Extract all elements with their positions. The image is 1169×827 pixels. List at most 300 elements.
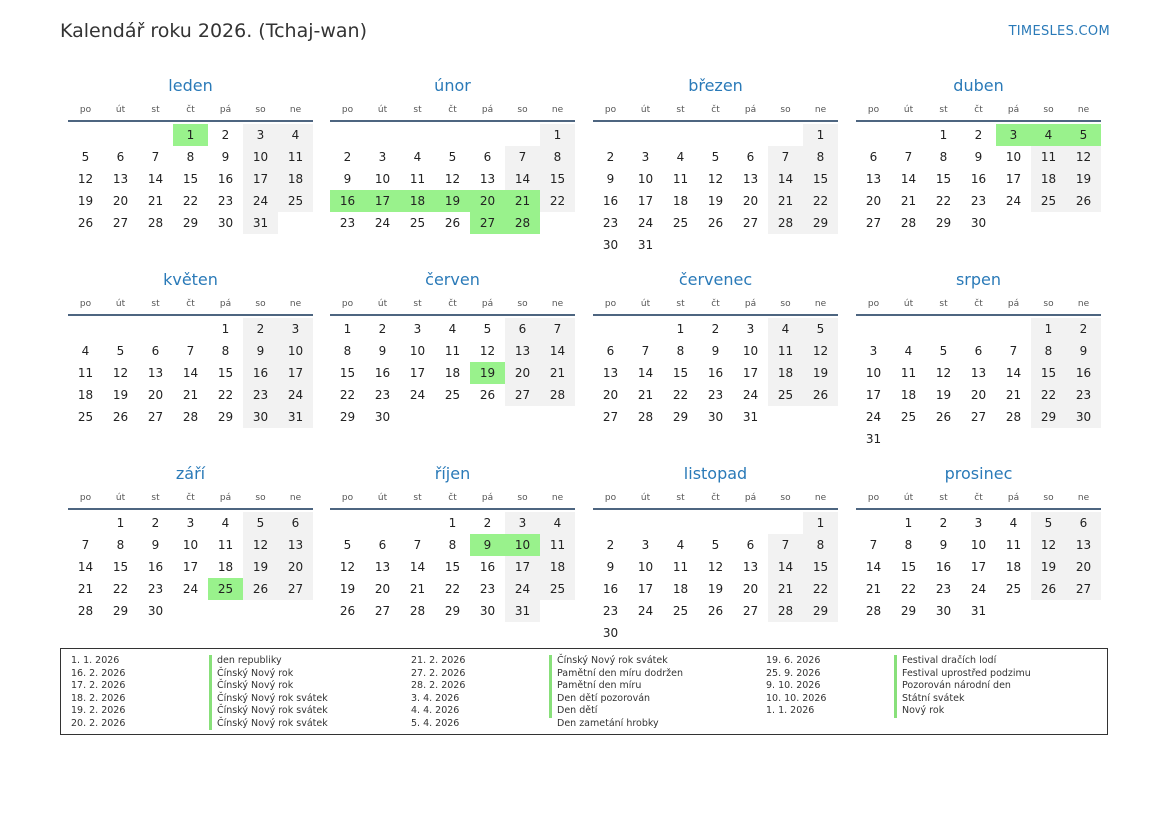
month-7 (593, 267, 838, 428)
legend-holiday-name: Pozorován národní den (894, 680, 1031, 693)
day-cell: 6 (378, 538, 387, 552)
day-cell: 13 (1066, 534, 1101, 556)
day-cell: 26 (339, 604, 356, 618)
weekday-label: čt (448, 493, 457, 503)
weekday-label: ne (1077, 105, 1090, 115)
day-cell: 11 (217, 538, 234, 552)
day-cell: 25 (672, 604, 689, 618)
weekday-label: čt (448, 299, 457, 309)
day-cell: 6 (746, 538, 755, 552)
day-cell: 12 (339, 560, 356, 574)
day-cell: 7 (904, 150, 913, 164)
weekday-label: pá (1007, 299, 1020, 309)
month-name: únor (434, 76, 471, 95)
day-cell: 29 (444, 604, 461, 618)
weekday-header (68, 294, 313, 316)
month-6 (330, 267, 575, 428)
day-cell: 25 (409, 216, 426, 230)
day-cell: 11 (278, 146, 313, 168)
day-cell: 15 (900, 560, 917, 574)
empty-cell (891, 318, 926, 340)
day-cell: 11 (409, 172, 426, 186)
weekday-label: pá (481, 299, 494, 309)
weekday-label: st (939, 299, 948, 309)
day-cell: 3 (996, 124, 1031, 146)
day-grid (330, 124, 575, 234)
day-cell: 2 (606, 538, 615, 552)
day-cell: 26 (444, 216, 461, 230)
day-cell: 28 (900, 216, 917, 230)
legend-date: 9. 10. 2026 (766, 680, 821, 691)
month-9 (68, 461, 313, 622)
weekday-header (330, 488, 575, 510)
day-cell: 22 (803, 578, 838, 600)
day-cell: 13 (147, 366, 164, 380)
day-cell: 28 (540, 384, 575, 406)
weekday-label: ne (289, 493, 302, 503)
weekday-label: ne (1077, 299, 1090, 309)
day-cell: 10 (374, 172, 391, 186)
day-cell: 8 (904, 538, 913, 552)
day-cell: 27 (742, 604, 759, 618)
empty-cell (593, 512, 628, 534)
day-cell: 2 (483, 516, 492, 530)
legend-names-2 (549, 655, 683, 730)
day-cell: 24 (243, 190, 278, 212)
day-grid (68, 318, 313, 428)
day-cell: 25 (444, 388, 461, 402)
day-cell: 24 (278, 384, 313, 406)
day-cell: 18 (278, 168, 313, 190)
day-cell: 11 (77, 366, 94, 380)
day-cell: 5 (116, 344, 125, 358)
day-cell: 17 (409, 366, 426, 380)
day-cell: 1 (448, 516, 457, 530)
day-cell: 1 (116, 516, 125, 530)
day-cell: 21 (409, 582, 426, 596)
day-cell: 11 (672, 172, 689, 186)
day-cell: 17 (742, 366, 759, 380)
day-cell: 3 (641, 538, 650, 552)
day-cell: 19 (803, 362, 838, 384)
day-cell: 22 (672, 388, 689, 402)
empty-cell (593, 124, 628, 146)
month-5 (68, 267, 313, 428)
weekday-header (330, 294, 575, 316)
legend-dates-1 (71, 655, 125, 730)
day-cell: 23 (1066, 384, 1101, 406)
legend-date: 3. 4. 2026 (411, 692, 460, 704)
weekday-label: so (517, 105, 528, 115)
day-cell: 18 (1005, 560, 1022, 574)
day-cell: 26 (479, 388, 496, 402)
day-cell: 20 (505, 362, 540, 384)
day-cell: 12 (707, 172, 724, 186)
empty-cell (330, 124, 365, 146)
legend-names-3 (894, 655, 1031, 718)
empty-cell (698, 512, 733, 534)
legend-holiday-name: Festival uprostřed podzimu (894, 668, 1031, 681)
day-cell: 16 (1066, 362, 1101, 384)
day-cell: 12 (444, 172, 461, 186)
day-cell: 30 (217, 216, 234, 230)
legend-dates-2 (411, 655, 465, 730)
empty-cell (138, 124, 173, 146)
day-cell: 22 (540, 190, 575, 212)
empty-cell (365, 512, 400, 534)
weekday-label: st (151, 299, 160, 309)
day-cell: 17 (637, 582, 654, 596)
day-cell: 19 (1066, 168, 1101, 190)
empty-cell (400, 124, 435, 146)
month-name: březen (688, 76, 743, 95)
weekday-label: pá (219, 493, 232, 503)
month-11 (593, 461, 838, 644)
weekday-label: po (867, 299, 880, 309)
day-cell: 8 (343, 344, 352, 358)
day-cell: 24 (374, 216, 391, 230)
weekday-label: út (115, 493, 126, 503)
day-cell: 16 (147, 560, 164, 574)
day-cell: 31 (243, 212, 278, 234)
legend-holiday-name: Festival dračích lodí (894, 655, 1031, 668)
day-cell: 2 (939, 516, 948, 530)
weekday-label: út (640, 299, 651, 309)
weekday-label: po (867, 105, 880, 115)
legend-date: 20. 2. 2026 (71, 717, 126, 729)
day-cell: 16 (970, 172, 987, 186)
empty-cell (663, 124, 698, 146)
day-cell: 2 (1066, 318, 1101, 340)
day-cell: 3 (869, 344, 878, 358)
day-cell: 9 (606, 560, 615, 574)
day-cell: 19 (112, 388, 129, 402)
day-cell: 26 (803, 384, 838, 406)
day-cell: 10 (865, 366, 882, 380)
day-cell: 11 (900, 366, 917, 380)
day-cell: 2 (378, 322, 387, 336)
day-cell: 7 (768, 146, 803, 168)
day-cell: 4 (904, 344, 913, 358)
legend-dates-3 (766, 655, 826, 718)
page-title: Kalendář roku 2026. (Tchaj-wan) (60, 20, 367, 42)
month-name: červenec (678, 270, 753, 289)
day-cell: 28 (865, 604, 882, 618)
day-cell: 9 (343, 172, 352, 186)
weekday-header (68, 100, 313, 122)
day-cell: 21 (768, 578, 803, 600)
brand-link[interactable]: TIMESLES.COM (1008, 24, 1110, 39)
day-cell: 7 (81, 538, 90, 552)
day-cell: 19 (1031, 556, 1066, 578)
legend-date: 27. 2. 2026 (411, 667, 466, 679)
day-cell: 23 (707, 388, 724, 402)
day-cell: 4 (676, 538, 685, 552)
legend-holiday-name: Čínský Nový rok (209, 680, 328, 693)
day-cell: 13 (742, 560, 759, 574)
day-cell: 14 (147, 172, 164, 186)
day-cell: 23 (339, 216, 356, 230)
empty-cell (68, 124, 103, 146)
day-cell: 21 (505, 190, 540, 212)
day-cell: 21 (147, 194, 164, 208)
weekday-label: st (151, 105, 160, 115)
weekday-label: ne (814, 105, 827, 115)
weekday-label: po (604, 493, 617, 503)
day-cell: 23 (602, 604, 619, 618)
day-cell: 14 (768, 168, 803, 190)
empty-cell (628, 512, 663, 534)
day-cell: 29 (1031, 406, 1066, 428)
day-cell: 12 (935, 366, 952, 380)
day-cell: 10 (1005, 150, 1022, 164)
day-cell: 4 (448, 322, 457, 336)
day-cell: 27 (470, 212, 505, 234)
day-cell: 13 (742, 172, 759, 186)
day-cell: 6 (278, 512, 313, 534)
day-cell: 6 (1066, 512, 1101, 534)
day-cell: 25 (77, 410, 94, 424)
day-cell: 13 (112, 172, 129, 186)
day-cell: 24 (742, 388, 759, 402)
day-cell: 23 (243, 384, 278, 406)
day-cell: 22 (217, 388, 234, 402)
day-cell: 3 (186, 516, 195, 530)
day-cell: 13 (865, 172, 882, 186)
day-cell: 15 (1031, 362, 1066, 384)
day-cell: 26 (935, 410, 952, 424)
day-cell: 26 (243, 578, 278, 600)
empty-cell (663, 512, 698, 534)
weekday-label: po (79, 105, 92, 115)
empty-cell (996, 318, 1031, 340)
day-cell: 17 (278, 362, 313, 384)
day-cell: 1 (1031, 318, 1066, 340)
day-cell: 3 (378, 150, 387, 164)
day-cell: 10 (278, 340, 313, 362)
weekday-label: čt (711, 299, 720, 309)
day-cell: 14 (1005, 366, 1022, 380)
day-grid (68, 512, 313, 622)
weekday-label: pá (481, 105, 494, 115)
day-cell: 31 (505, 600, 540, 622)
legend-date: 17. 2. 2026 (71, 680, 126, 691)
day-cell: 13 (479, 172, 496, 186)
day-cell: 20 (742, 194, 759, 208)
empty-cell (400, 512, 435, 534)
day-cell: 16 (217, 172, 234, 186)
day-cell: 22 (112, 582, 129, 596)
weekday-label: pá (219, 105, 232, 115)
day-cell: 26 (1031, 578, 1066, 600)
day-grid (856, 124, 1101, 234)
month-8 (856, 267, 1101, 450)
month-name: říjen (434, 464, 471, 483)
day-cell: 6 (869, 150, 878, 164)
legend-holiday-name: Čínský Nový rok (209, 668, 328, 681)
day-cell: 3 (974, 516, 983, 530)
month-name: červen (425, 270, 480, 289)
weekday-label: so (255, 493, 266, 503)
day-cell: 9 (378, 344, 387, 358)
day-cell: 22 (444, 582, 461, 596)
weekday-label: út (377, 493, 388, 503)
day-cell: 9 (470, 534, 505, 556)
day-cell: 10 (409, 344, 426, 358)
day-cell: 8 (186, 150, 195, 164)
day-cell: 5 (243, 512, 278, 534)
weekday-label: út (903, 299, 914, 309)
day-cell: 15 (935, 172, 952, 186)
day-cell: 28 (147, 216, 164, 230)
day-cell: 20 (1066, 556, 1101, 578)
day-cell: 22 (339, 388, 356, 402)
day-cell: 27 (112, 216, 129, 230)
day-cell: 12 (479, 344, 496, 358)
day-cell: 13 (970, 366, 987, 380)
weekday-header (856, 100, 1101, 122)
day-cell: 4 (1031, 124, 1066, 146)
empty-cell (733, 512, 768, 534)
weekday-label: čt (974, 299, 983, 309)
weekday-label: čt (186, 493, 195, 503)
legend-holiday-name: Den zametání hrobky (557, 717, 659, 729)
day-cell: 5 (343, 538, 352, 552)
legend-date: 4. 4. 2026 (411, 705, 460, 716)
day-cell: 6 (116, 150, 125, 164)
day-cell: 2 (221, 128, 230, 142)
month-name: listopad (683, 464, 748, 483)
day-cell: 11 (1031, 146, 1066, 168)
day-grid (856, 318, 1101, 450)
day-cell: 5 (939, 344, 948, 358)
day-cell: 4 (1009, 516, 1018, 530)
day-cell: 24 (865, 410, 882, 424)
day-cell: 8 (116, 538, 125, 552)
month-1 (68, 73, 313, 234)
day-cell: 29 (182, 216, 199, 230)
weekday-label: pá (744, 299, 757, 309)
legend-holiday-name: Státní svátek (894, 693, 1031, 706)
weekday-label: pá (1007, 493, 1020, 503)
weekday-label: po (604, 299, 617, 309)
legend-date: 10. 10. 2026 (766, 692, 827, 704)
day-cell: 23 (147, 582, 164, 596)
day-cell: 20 (112, 194, 129, 208)
weekday-label: pá (1007, 105, 1020, 115)
legend-holiday-name: Nový rok (894, 705, 1031, 718)
weekday-label: so (780, 299, 791, 309)
day-grid (593, 124, 838, 256)
day-cell: 22 (935, 194, 952, 208)
day-cell: 1 (676, 322, 685, 336)
day-cell: 1 (173, 124, 208, 146)
day-cell: 18 (768, 362, 803, 384)
day-cell: 8 (939, 150, 948, 164)
day-cell: 9 (1066, 340, 1101, 362)
empty-cell (698, 124, 733, 146)
day-cell: 20 (470, 190, 505, 212)
day-grid (330, 318, 575, 428)
day-cell: 16 (479, 560, 496, 574)
day-cell: 28 (505, 212, 540, 234)
empty-cell (628, 318, 663, 340)
weekday-label: so (517, 493, 528, 503)
day-cell: 18 (77, 388, 94, 402)
day-cell: 26 (707, 604, 724, 618)
day-cell: 20 (147, 388, 164, 402)
day-grid (856, 512, 1101, 622)
day-cell: 8 (803, 534, 838, 556)
legend-date: 5. 4. 2026 (411, 717, 460, 729)
empty-cell (733, 124, 768, 146)
day-cell: 5 (1066, 124, 1101, 146)
day-cell: 10 (637, 172, 654, 186)
day-cell: 12 (803, 340, 838, 362)
empty-cell (856, 512, 891, 534)
weekday-label: ne (551, 493, 564, 503)
weekday-label: ne (1077, 493, 1090, 503)
day-cell: 17 (1005, 172, 1022, 186)
day-cell: 7 (869, 538, 878, 552)
day-cell: 7 (413, 538, 422, 552)
day-cell: 22 (1031, 384, 1066, 406)
day-cell: 16 (243, 362, 278, 384)
day-cell: 16 (935, 560, 952, 574)
day-cell: 27 (374, 604, 391, 618)
day-cell: 14 (77, 560, 94, 574)
day-cell: 25 (672, 216, 689, 230)
day-cell: 7 (1009, 344, 1018, 358)
day-cell: 11 (1005, 538, 1022, 552)
weekday-label: pá (219, 299, 232, 309)
day-cell: 28 (768, 212, 803, 234)
day-cell: 18 (1031, 168, 1066, 190)
day-cell: 13 (602, 366, 619, 380)
weekday-label: čt (186, 299, 195, 309)
day-cell: 29 (900, 604, 917, 618)
day-cell: 8 (448, 538, 457, 552)
day-cell: 19 (707, 194, 724, 208)
day-cell: 15 (444, 560, 461, 574)
legend-date: 25. 9. 2026 (766, 667, 821, 679)
legend-holiday-name: Pamětní den míru (549, 680, 683, 693)
day-cell: 14 (540, 340, 575, 362)
legend-holiday-name: Pamětní den míru dodržen (549, 668, 683, 681)
day-cell: 8 (1031, 340, 1066, 362)
day-cell: 8 (676, 344, 685, 358)
weekday-label: st (939, 105, 948, 115)
empty-cell (103, 318, 138, 340)
day-cell: 16 (707, 366, 724, 380)
day-cell: 14 (637, 366, 654, 380)
day-cell: 1 (540, 124, 575, 146)
day-cell: 31 (637, 238, 654, 252)
day-cell: 30 (479, 604, 496, 618)
empty-cell (856, 124, 891, 146)
weekday-label: ne (551, 299, 564, 309)
day-cell: 8 (803, 146, 838, 168)
day-cell: 22 (182, 194, 199, 208)
day-cell: 5 (448, 150, 457, 164)
month-10 (330, 461, 575, 622)
weekday-label: pá (744, 493, 757, 503)
day-cell: 9 (243, 340, 278, 362)
weekday-header (593, 488, 838, 510)
weekday-header (68, 488, 313, 510)
month-name: prosinec (944, 464, 1013, 483)
day-cell: 24 (182, 582, 199, 596)
